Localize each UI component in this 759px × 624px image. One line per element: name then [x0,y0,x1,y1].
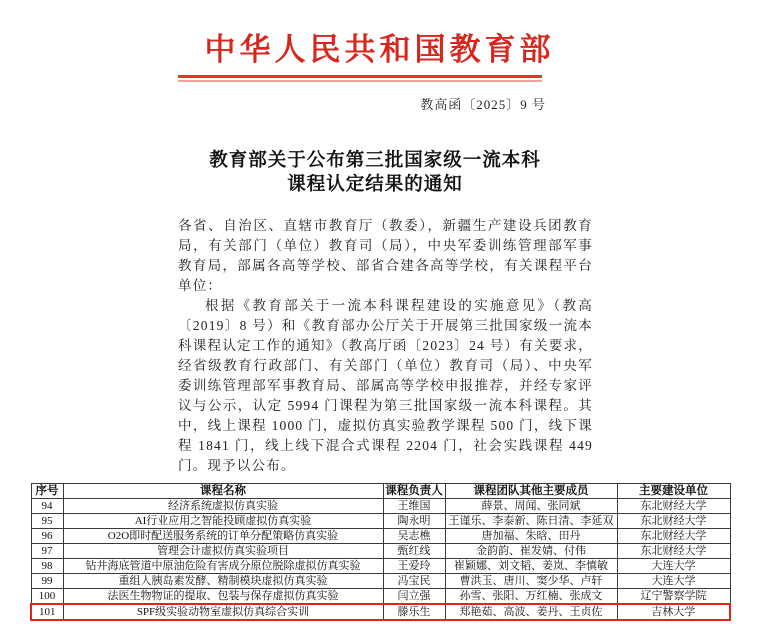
table-row [31,544,730,559]
cell-course: 重组人胰岛素发酵、精制模块虚拟仿真实验 [63,574,383,589]
cell-unit: 吉林大学 [617,604,730,620]
cell-leader: 甄红线 [383,544,445,559]
cell-leader: 陶永明 [383,514,445,529]
cell-no: 100 [31,589,63,605]
cell-members: 崔颖娜、刘文韬、姜岚、李慎敏 [445,559,617,574]
cell-no: 98 [31,559,63,574]
cell-members: 郑艳茹、高波、姜丹、王贞佐 [445,604,617,620]
cell-members: 唐加福、朱晗、田丹 [445,529,617,544]
cell-leader: 冯宝民 [383,574,445,589]
cell-leader: 王维国 [383,499,445,514]
table-row [31,559,730,574]
notice-title [160,149,590,197]
cell-no: 97 [31,544,63,559]
cell-leader: 滕乐生 [383,604,445,620]
table-row-highlighted [31,604,730,620]
cell-unit: 大连大学 [617,559,730,574]
cell-unit: 大连大学 [617,574,730,589]
notice-body [178,216,593,476]
cell-members: 王谨乐、李泰新、陈日清、李延双 [445,514,617,529]
main-paragraph: 根据《教育部关于一流本科课程建设的实施意见》（教高〔2019〕8 号）和《教育部办公厅关于开展第三批国家级一流本科课程认定工作的通知》（教高厅函〔2023〕24 号）有关要求，经省级教育行政部门、有关部门（单位）教育司（局）、中央军委训练管理部军事教育局、部属高等学校申报推荐，并经专家评议与公示，认定 5994 门课程为第三批国家级一流本科课程。其中，线上课程 1000 门，虚拟仿真实验教学课程 500 门，线下课程 1841 门，线上线下混合式课程 2204 门，社会实践课程 449 门。现予以公布。 [178,298,593,473]
cell-no: 94 [31,499,63,514]
cell-unit: 东北财经大学 [617,529,730,544]
cell-members: 孙雪、张阳、万红楠、张成文 [445,589,617,605]
table-row [31,499,730,514]
cell-unit: 辽宁警察学院 [617,589,730,605]
cell-leader: 王爱玲 [383,559,445,574]
table-row [31,514,730,529]
cell-members: 薛景、周闻、张同斌 [445,499,617,514]
cell-unit: 东北财经大学 [617,499,730,514]
table-row [31,529,730,544]
addressees-paragraph: 各省、自治区、直辖市教育厅（教委），新疆生产建设兵团教育局，有关部门（单位）教育司（局），中央军委训练管理部军事教育局，部属各高等学校、部省合建各高等学校，有关课程平台单位： [178,218,593,293]
table-row [31,589,730,605]
header-course-name: 课程名称 [63,484,383,499]
header-course-leader: 课程负责人 [383,484,445,499]
cell-leader: 吴志樵 [383,529,445,544]
table-row [31,574,730,589]
header-seq-no: 序号 [31,484,63,499]
cell-course: 钻井海底管道中原油危险有害成分原位脱除虚拟仿真实验 [63,559,383,574]
cell-unit: 东北财经大学 [617,514,730,529]
cell-course: 管理会计虚拟仿真实验项目 [63,544,383,559]
header-main-institution: 主要建设单位 [617,484,730,499]
cell-no: 101 [31,604,63,620]
cell-unit: 东北财经大学 [617,544,730,559]
cell-no: 96 [31,529,63,544]
cell-course: SPF级实验动物室虚拟仿真综合实训 [63,604,383,620]
results-table-body [31,499,730,621]
notice-title-line2: 课程认定结果的通知 [287,175,463,195]
cell-course: 法医生物物证的提取、包装与保存虚拟仿真实验 [63,589,383,605]
document-number: 教高函〔2025〕9 号 [420,97,546,112]
cell-course: O2O即时配送服务系统的订单分配策略仿真实验 [63,529,383,544]
cell-leader: 闫立强 [383,589,445,605]
notice-title-line1: 教育部关于公布第三批国家级一流本科 [209,151,541,171]
table-header-row [31,484,730,499]
cell-course: 经济系统虚拟仿真实验 [63,499,383,514]
course-results-table [30,483,731,621]
cell-no: 99 [31,574,63,589]
rule-bottom-line [178,80,542,82]
cell-members: 金韵韵、崔发婧、付伟 [445,544,617,559]
header-team-members: 课程团队其他主要成员 [445,484,617,499]
cell-course: AI行业应用之智能投顾虚拟仿真实验 [63,514,383,529]
cell-members: 曹洪玉、唐川、窦少华、卢轩 [445,574,617,589]
ministry-letterhead-title: 中华人民共和国教育部 [204,32,555,67]
letterhead-double-rule [178,75,542,82]
cell-no: 95 [31,514,63,529]
